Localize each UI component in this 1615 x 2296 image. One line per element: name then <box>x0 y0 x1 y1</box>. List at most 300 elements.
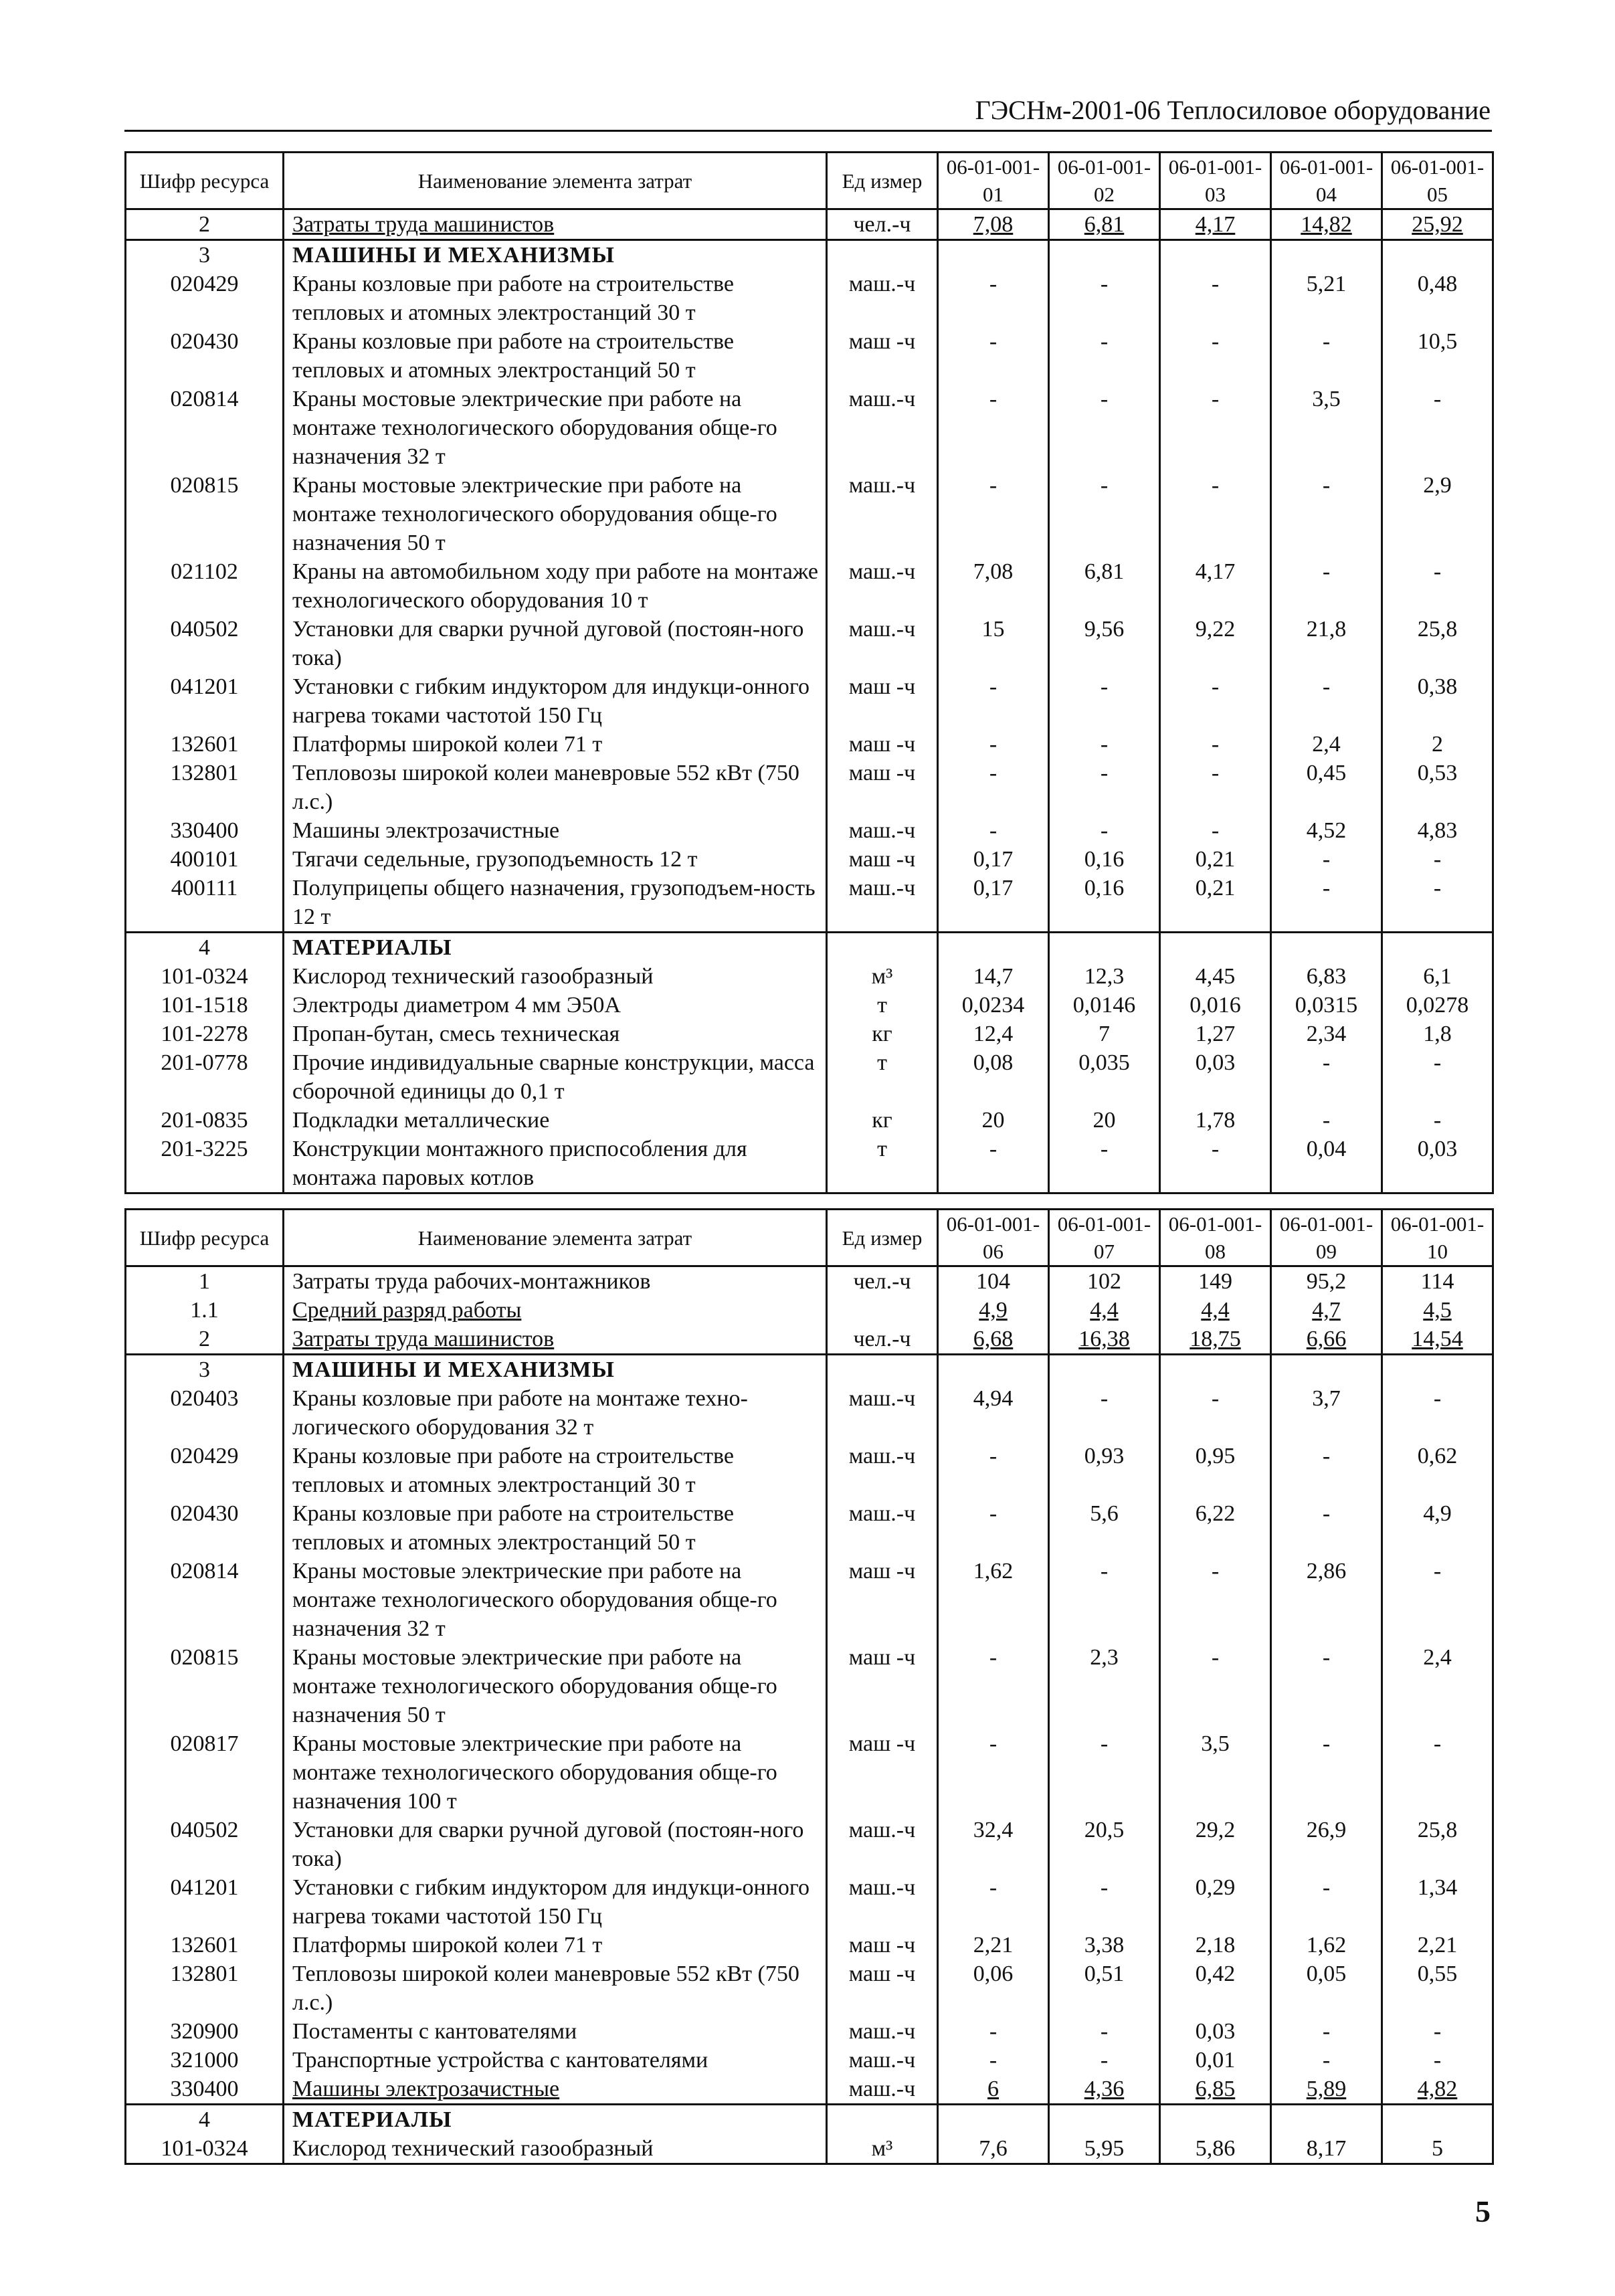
value-cell: 18,75 <box>1160 1325 1271 1355</box>
value-cell: 2,21 <box>938 1931 1049 1959</box>
value-cell: - <box>938 471 1049 557</box>
cost-item-name: Пропан-бутан, смесь техническая <box>284 1020 827 1048</box>
resource-code: 2 <box>126 1325 284 1355</box>
unit-cell: маш -ч <box>827 327 938 385</box>
value-cell: 4,94 <box>938 1384 1049 1442</box>
cost-item-name: Краны мостовые электрические при работе на монтаже технологического оборудования обще-го назначения 32 т <box>284 385 827 471</box>
header-col: 06-01-001-09 <box>1271 1210 1382 1266</box>
value-cell: - <box>1271 2046 1382 2075</box>
value-cell: 1,27 <box>1160 1020 1271 1048</box>
section-row <box>126 2105 1493 2135</box>
table-row <box>126 1325 1493 1355</box>
section-title: МАШИНЫ И МЕХАНИЗМЫ <box>284 240 827 270</box>
value-cell: - <box>938 1135 1049 1193</box>
header-code: Шифр ресурса <box>126 1210 284 1266</box>
unit-cell: маш.-ч <box>827 874 938 933</box>
value-cell: 6,66 <box>1271 1325 1382 1355</box>
value-cell <box>1049 933 1160 963</box>
table-row <box>126 1384 1493 1442</box>
value-cell: - <box>1271 1442 1382 1499</box>
value-cell: 102 <box>1049 1266 1160 1297</box>
cost-item-name: Подкладки металлические <box>284 1106 827 1135</box>
value-cell: 0,95 <box>1160 1442 1271 1499</box>
value-cell: 4,83 <box>1382 816 1493 845</box>
value-cell: - <box>1382 557 1493 615</box>
value-cell: 14,82 <box>1271 209 1382 240</box>
value-cell: 4,17 <box>1160 557 1271 615</box>
resource-code: 330400 <box>126 816 284 845</box>
value-cell: 14,54 <box>1382 1325 1493 1355</box>
value-cell: 1,62 <box>1271 1931 1382 1959</box>
cost-item-name: Краны козловые при работе на строительстве тепловых и атомных электростанций 30 т <box>284 270 827 327</box>
unit-cell: маш -ч <box>827 1931 938 1959</box>
table-row <box>126 816 1493 845</box>
value-cell: - <box>1382 1048 1493 1106</box>
resource-code: 2 <box>126 209 284 240</box>
unit-cell: маш.-ч <box>827 471 938 557</box>
value-cell: 6,22 <box>1160 1499 1271 1557</box>
value-cell: 7,6 <box>938 2134 1049 2164</box>
unit-cell: маш -ч <box>827 759 938 816</box>
unit-cell <box>827 1355 938 1385</box>
unit-cell: маш.-ч <box>827 1499 938 1557</box>
cost-item-name: Краны козловые при работе на монтаже техно-логического оборудования 32 т <box>284 1384 827 1442</box>
table-row <box>126 557 1493 615</box>
unit-cell: маш.-ч <box>827 2046 938 2075</box>
value-cell <box>938 240 1049 270</box>
value-cell: - <box>938 2046 1049 2075</box>
value-cell: 0,51 <box>1049 1959 1160 2017</box>
value-cell: - <box>1271 1048 1382 1106</box>
header-name: Наименование элемента затрат <box>284 1210 827 1266</box>
unit-cell: кг <box>827 1020 938 1048</box>
value-cell: 2 <box>1382 730 1493 759</box>
table-row <box>126 1499 1493 1557</box>
section-title: МАТЕРИАЛЫ <box>284 933 827 963</box>
unit-cell: маш -ч <box>827 1959 938 2017</box>
unit-cell: м³ <box>827 2134 938 2164</box>
table-row <box>126 672 1493 730</box>
value-cell: 5 <box>1382 2134 1493 2164</box>
resource-code: 020814 <box>126 385 284 471</box>
unit-cell: маш.-ч <box>827 1816 938 1873</box>
value-cell: 12,4 <box>938 1020 1049 1048</box>
value-cell: - <box>1382 845 1493 874</box>
cost-item-name: Краны мостовые электрические при работе на монтаже технологического оборудования обще-го назначения 50 т <box>284 471 827 557</box>
value-cell: - <box>938 1729 1049 1816</box>
table-row <box>126 1873 1493 1931</box>
resource-code: 320900 <box>126 2017 284 2046</box>
cost-item-name: Краны на автомобильном ходу при работе на монтаже технологического оборудования 10 т <box>284 557 827 615</box>
value-cell: 6 <box>938 2075 1049 2105</box>
value-cell <box>1049 2105 1160 2135</box>
resource-code: 020430 <box>126 327 284 385</box>
table-row <box>126 1296 1493 1325</box>
value-cell: - <box>1160 816 1271 845</box>
value-cell: - <box>1271 845 1382 874</box>
value-cell: 1,34 <box>1382 1873 1493 1931</box>
unit-cell: кг <box>827 1106 938 1135</box>
page-header: ГЭСНм-2001-06 Теплосиловое оборудование <box>975 95 1491 125</box>
table-row <box>126 615 1493 672</box>
value-cell: 0,93 <box>1049 1442 1160 1499</box>
value-cell: 4,9 <box>938 1296 1049 1325</box>
unit-cell: маш -ч <box>827 845 938 874</box>
table-row <box>126 209 1493 240</box>
value-cell: 0,17 <box>938 874 1049 933</box>
value-cell: - <box>1049 1873 1160 1931</box>
value-cell: 3,38 <box>1049 1931 1160 1959</box>
value-cell <box>1271 2105 1382 2135</box>
value-cell: 7,08 <box>938 209 1049 240</box>
value-cell: - <box>1382 385 1493 471</box>
value-cell: 6,85 <box>1160 2075 1271 2105</box>
value-cell: - <box>1271 1499 1382 1557</box>
value-cell: - <box>938 1873 1049 1931</box>
value-cell: - <box>1160 672 1271 730</box>
value-cell: - <box>1160 1557 1271 1643</box>
value-cell: 2,9 <box>1382 471 1493 557</box>
value-cell: 5,21 <box>1271 270 1382 327</box>
header-col: 06-01-001-01 <box>938 153 1049 209</box>
unit-cell <box>827 1296 938 1325</box>
header-col: 06-01-001-08 <box>1160 1210 1271 1266</box>
unit-cell: маш -ч <box>827 730 938 759</box>
table-row <box>126 2075 1493 2105</box>
resource-code: 020429 <box>126 1442 284 1499</box>
unit-cell: маш.-ч <box>827 385 938 471</box>
resource-code: 132801 <box>126 1959 284 2017</box>
table-row <box>126 1931 1493 1959</box>
value-cell: - <box>1160 759 1271 816</box>
resource-code: 040502 <box>126 615 284 672</box>
value-cell: 2,86 <box>1271 1557 1382 1643</box>
unit-cell: т <box>827 1135 938 1193</box>
resource-code: 041201 <box>126 672 284 730</box>
value-cell: - <box>1160 1135 1271 1193</box>
value-cell: 104 <box>938 1266 1049 1297</box>
table-row <box>126 845 1493 874</box>
header-col: 06-01-001-04 <box>1271 153 1382 209</box>
value-cell: 5,86 <box>1160 2134 1271 2164</box>
resource-table-1 <box>124 151 1494 1194</box>
cost-item-name: Тепловозы широкой колеи маневровые 552 кВт (750 л.с.) <box>284 1959 827 2017</box>
value-cell: - <box>1160 1643 1271 1729</box>
cost-item-name: Установки для сварки ручной дуговой (постоян-ного тока) <box>284 615 827 672</box>
value-cell: 29,2 <box>1160 1816 1271 1873</box>
unit-cell: маш.-ч <box>827 1384 938 1442</box>
value-cell: 1,62 <box>938 1557 1049 1643</box>
value-cell <box>1271 1355 1382 1385</box>
table-row <box>126 327 1493 385</box>
value-cell: 25,8 <box>1382 615 1493 672</box>
value-cell: 20 <box>1049 1106 1160 1135</box>
unit-cell: маш -ч <box>827 1557 938 1643</box>
value-cell <box>1382 1355 1493 1385</box>
value-cell: - <box>1049 759 1160 816</box>
resource-code: 101-0324 <box>126 962 284 991</box>
table-row <box>126 2134 1493 2164</box>
value-cell: 9,56 <box>1049 615 1160 672</box>
value-cell: 0,55 <box>1382 1959 1493 2017</box>
resource-code: 041201 <box>126 1873 284 1931</box>
value-cell: - <box>1382 2046 1493 2075</box>
cost-item-name: Машины электрозачистные <box>284 2075 827 2105</box>
value-cell: 20,5 <box>1049 1816 1160 1873</box>
value-cell: - <box>1160 270 1271 327</box>
value-cell: - <box>1049 1384 1160 1442</box>
value-cell <box>1160 240 1271 270</box>
resource-code: 400101 <box>126 845 284 874</box>
value-cell: - <box>1160 1384 1271 1442</box>
value-cell: 2,18 <box>1160 1931 1271 1959</box>
unit-cell: чел.-ч <box>827 1266 938 1297</box>
cost-item-name: Машины электрозачистные <box>284 816 827 845</box>
value-cell: 6,81 <box>1049 557 1160 615</box>
value-cell: 0,05 <box>1271 1959 1382 2017</box>
value-cell <box>1382 933 1493 963</box>
value-cell: - <box>938 672 1049 730</box>
value-cell: 8,17 <box>1271 2134 1382 2164</box>
value-cell: 2,34 <box>1271 1020 1382 1048</box>
table-row <box>126 1557 1493 1643</box>
unit-cell: маш.-ч <box>827 557 938 615</box>
value-cell: 0,16 <box>1049 845 1160 874</box>
value-cell: - <box>1160 385 1271 471</box>
value-cell: 3,5 <box>1271 385 1382 471</box>
value-cell: - <box>1382 1729 1493 1816</box>
unit-cell: чел.-ч <box>827 209 938 240</box>
table-row <box>126 2017 1493 2046</box>
value-cell: 0,62 <box>1382 1442 1493 1499</box>
unit-cell: чел.-ч <box>827 1325 938 1355</box>
table-row <box>126 1816 1493 1873</box>
resource-code: 021102 <box>126 557 284 615</box>
unit-cell: т <box>827 1048 938 1106</box>
table-row <box>126 1135 1493 1193</box>
table-row <box>126 1442 1493 1499</box>
value-cell: 5,89 <box>1271 2075 1382 2105</box>
value-cell <box>1160 1355 1271 1385</box>
table-row <box>126 1959 1493 2017</box>
header-name: Наименование элемента затрат <box>284 153 827 209</box>
value-cell: - <box>1382 1106 1493 1135</box>
value-cell: - <box>1049 2046 1160 2075</box>
value-cell: - <box>938 1499 1049 1557</box>
table-body <box>126 1266 1493 2164</box>
value-cell: - <box>938 730 1049 759</box>
value-cell: 0,016 <box>1160 991 1271 1020</box>
section-title: МАТЕРИАЛЫ <box>284 2105 827 2135</box>
value-cell: - <box>938 1442 1049 1499</box>
value-cell: 1,8 <box>1382 1020 1493 1048</box>
header-col: 06-01-001-07 <box>1049 1210 1160 1266</box>
value-cell <box>938 2105 1049 2135</box>
cost-item-name: Средний разряд работы <box>284 1296 827 1325</box>
table-row <box>126 385 1493 471</box>
resource-code: 101-1518 <box>126 991 284 1020</box>
value-cell: 2,3 <box>1049 1643 1160 1729</box>
resource-code: 330400 <box>126 2075 284 2105</box>
section-row <box>126 933 1493 963</box>
cost-item-name: Электроды диаметром 4 мм Э50А <box>284 991 827 1020</box>
value-cell: 7 <box>1049 1020 1160 1048</box>
value-cell <box>938 1355 1049 1385</box>
value-cell: 5,6 <box>1049 1499 1160 1557</box>
table-body <box>126 209 1493 1193</box>
value-cell: 2,4 <box>1271 730 1382 759</box>
cost-item-name: Краны мостовые электрические при работе на монтаже технологического оборудования обще-го назначения 50 т <box>284 1643 827 1729</box>
value-cell: 4,9 <box>1382 1499 1493 1557</box>
resource-code: 4 <box>126 2105 284 2135</box>
cost-item-name: Установки с гибким индуктором для индукци-онного нагрева токами частотой 150 Гц <box>284 672 827 730</box>
cost-item-name: Тягачи седельные, грузоподъемность 12 т <box>284 845 827 874</box>
value-cell: - <box>1049 2017 1160 2046</box>
cost-item-name: Установки с гибким индуктором для индукци-онного нагрева токами частотой 150 Гц <box>284 1873 827 1931</box>
resource-code: 101-2278 <box>126 1020 284 1048</box>
table-header <box>126 153 1493 209</box>
value-cell: 0,06 <box>938 1959 1049 2017</box>
table-row <box>126 730 1493 759</box>
value-cell: 0,16 <box>1049 874 1160 933</box>
value-cell: - <box>938 1643 1049 1729</box>
value-cell <box>1160 933 1271 963</box>
value-cell: 26,9 <box>1271 1816 1382 1873</box>
cost-item-name: Полуприцепы общего назначения, грузоподъем-ность 12 т <box>284 874 827 933</box>
unit-cell: т <box>827 991 938 1020</box>
table-row <box>126 1048 1493 1106</box>
resource-code: 400111 <box>126 874 284 933</box>
value-cell: 4,17 <box>1160 209 1271 240</box>
value-cell: 3,5 <box>1160 1729 1271 1816</box>
value-cell: 15 <box>938 615 1049 672</box>
value-cell: 14,7 <box>938 962 1049 991</box>
value-cell: 0,42 <box>1160 1959 1271 2017</box>
resource-code: 020815 <box>126 1643 284 1729</box>
table-row <box>126 991 1493 1020</box>
unit-cell: маш -ч <box>827 1643 938 1729</box>
value-cell: 149 <box>1160 1266 1271 1297</box>
unit-cell: маш -ч <box>827 1729 938 1816</box>
value-cell: 0,0146 <box>1049 991 1160 1020</box>
resource-code: 132601 <box>126 730 284 759</box>
value-cell: 7,08 <box>938 557 1049 615</box>
table-row <box>126 1266 1493 1297</box>
resource-code: 020430 <box>126 1499 284 1557</box>
resource-code: 201-0835 <box>126 1106 284 1135</box>
value-cell <box>938 933 1049 963</box>
resource-code: 020815 <box>126 471 284 557</box>
header-col: 06-01-001-05 <box>1382 153 1493 209</box>
value-cell: 25,92 <box>1382 209 1493 240</box>
cost-item-name: Кислород технический газообразный <box>284 962 827 991</box>
value-cell: - <box>1049 672 1160 730</box>
value-cell: 0,53 <box>1382 759 1493 816</box>
value-cell: - <box>1271 2017 1382 2046</box>
cost-item-name: Краны мостовые электрические при работе на монтаже технологического оборудования обще-го назначения 32 т <box>284 1557 827 1643</box>
section-title: МАШИНЫ И МЕХАНИЗМЫ <box>284 1355 827 1385</box>
value-cell: 32,4 <box>938 1816 1049 1873</box>
value-cell: - <box>938 2017 1049 2046</box>
resource-table-2 <box>124 1208 1494 2165</box>
resource-code: 321000 <box>126 2046 284 2075</box>
resource-code: 020817 <box>126 1729 284 1816</box>
value-cell: - <box>1049 1729 1160 1816</box>
value-cell: 0,0278 <box>1382 991 1493 1020</box>
unit-cell: маш.-ч <box>827 816 938 845</box>
value-cell: - <box>1382 1557 1493 1643</box>
value-cell: - <box>1382 1384 1493 1442</box>
cost-item-name: Затраты труда машинистов <box>284 209 827 240</box>
value-cell: - <box>1160 730 1271 759</box>
resource-code: 201-0778 <box>126 1048 284 1106</box>
value-cell: 0,035 <box>1049 1048 1160 1106</box>
unit-cell: маш -ч <box>827 672 938 730</box>
value-cell: 6,83 <box>1271 962 1382 991</box>
unit-cell: маш.-ч <box>827 1442 938 1499</box>
unit-cell: м³ <box>827 962 938 991</box>
value-cell: - <box>1382 874 1493 933</box>
resource-code: 201-3225 <box>126 1135 284 1193</box>
header-col: 06-01-001-10 <box>1382 1210 1493 1266</box>
cost-item-name: Постаменты с кантователями <box>284 2017 827 2046</box>
cost-item-name: Краны мостовые электрические при работе на монтаже технологического оборудования обще-го назначения 100 т <box>284 1729 827 1816</box>
unit-cell: маш.-ч <box>827 2017 938 2046</box>
value-cell: - <box>1271 672 1382 730</box>
unit-cell: маш.-ч <box>827 2075 938 2105</box>
value-cell: 0,21 <box>1160 845 1271 874</box>
value-cell: 6,81 <box>1049 209 1160 240</box>
resource-code: 1.1 <box>126 1296 284 1325</box>
value-cell: 0,03 <box>1382 1135 1493 1193</box>
table-row <box>126 471 1493 557</box>
resource-code: 040502 <box>126 1816 284 1873</box>
value-cell: - <box>1049 270 1160 327</box>
table-row <box>126 962 1493 991</box>
table-row <box>126 874 1493 933</box>
header-col: 06-01-001-02 <box>1049 153 1160 209</box>
value-cell: 0,03 <box>1160 2017 1271 2046</box>
value-cell: - <box>1271 471 1382 557</box>
header-col: 06-01-001-03 <box>1160 153 1271 209</box>
value-cell: - <box>1049 1135 1160 1193</box>
value-cell: - <box>1382 2017 1493 2046</box>
resource-code: 101-0324 <box>126 2134 284 2164</box>
resource-code: 020814 <box>126 1557 284 1643</box>
cost-item-name: Платформы широкой колеи 71 т <box>284 730 827 759</box>
value-cell: 4,45 <box>1160 962 1271 991</box>
value-cell: 4,52 <box>1271 816 1382 845</box>
value-cell: 0,48 <box>1382 270 1493 327</box>
value-cell: 2,4 <box>1382 1643 1493 1729</box>
header-code: Шифр ресурса <box>126 153 284 209</box>
value-cell <box>1271 240 1382 270</box>
resource-code: 020429 <box>126 270 284 327</box>
table-row <box>126 1643 1493 1729</box>
cost-item-name: Тепловозы широкой колеи маневровые 552 кВт (750 л.с.) <box>284 759 827 816</box>
resource-code: 132801 <box>126 759 284 816</box>
cost-item-name: Транспортные устройства с кантователями <box>284 2046 827 2075</box>
table-header <box>126 1210 1493 1266</box>
cost-item-name: Затраты труда рабочих-монтажников <box>284 1266 827 1297</box>
value-cell: 9,22 <box>1160 615 1271 672</box>
value-cell: 0,45 <box>1271 759 1382 816</box>
cost-item-name: Затраты труда машинистов <box>284 1325 827 1355</box>
value-cell: 4,4 <box>1160 1296 1271 1325</box>
value-cell: 1,78 <box>1160 1106 1271 1135</box>
value-cell: - <box>938 385 1049 471</box>
page-number: 5 <box>1475 2194 1491 2228</box>
